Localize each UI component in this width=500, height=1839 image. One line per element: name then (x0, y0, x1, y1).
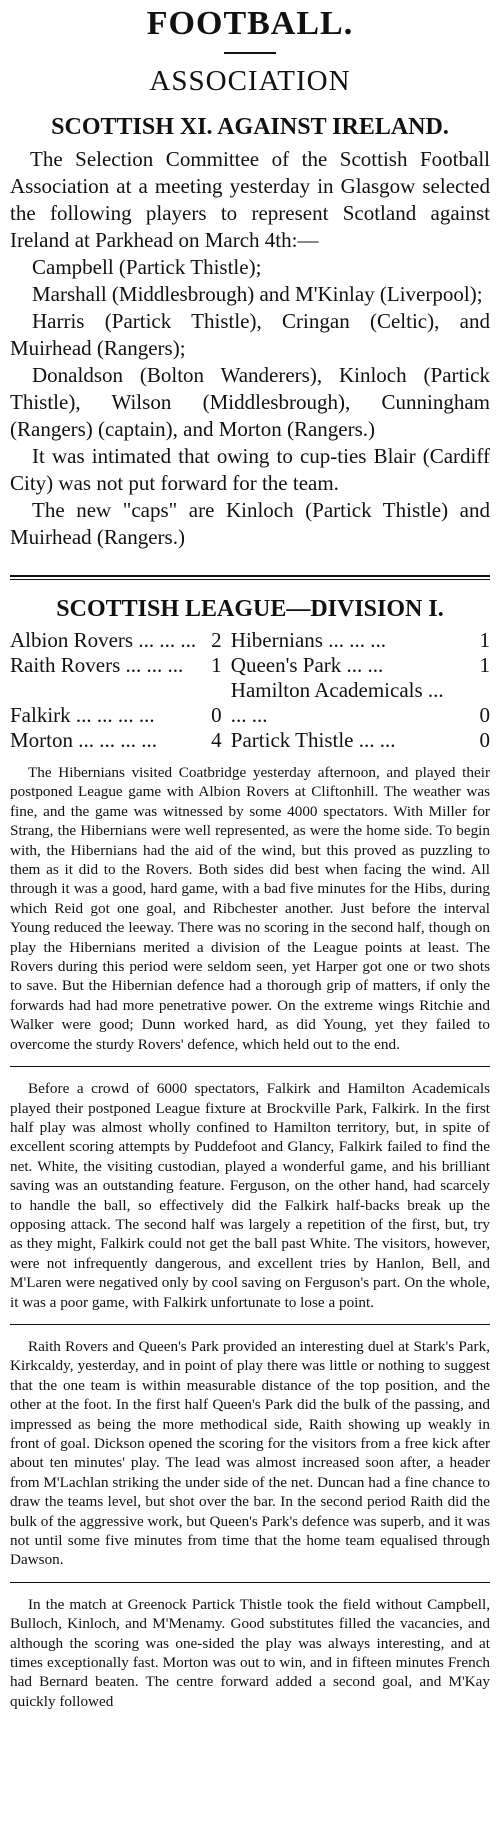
match-report-hibernians (10, 763, 490, 1054)
heading-divider (224, 52, 276, 54)
team-line-backs: Marshall (Middlesbrough) and M'Kinlay (Liverpool); (32, 282, 483, 306)
table-row (10, 728, 490, 753)
article-paragraph: It was intimated that owing to cup-ties Blair (Cardiff City) was not put forward for the team. (10, 444, 490, 495)
report-paragraph: The Hibernians visited Coatbridge yesterday afternoon, and played their postponed League game with Albion Rovers at Cliftonhill. The weather was fine, and the game was witnessed by some 4000 spectators. With Miller for Strang, the Hibernians were well represented, as were the home side. To begin with, the Hibernians had the aid of the wind, but this proved as puzzling to them as it did to the Rovers. Both sides did best when facing the wind. All through it was a good, hard game, with a bad five minutes for the Hibs, during which Reid got one goal, and Ribchester another. Just before the interval Young reduced the leeway. There was no scoring in the second half, though on play the Hibernians merited a division of the League points at least. The Rovers during this period were seldom seen, yet Harper got one or two shots to save. But the Hibernian defence had a thorough grip of matters, if only the forwards had had more penetrative power. On the extreme wings Ritchie and Walker were good; Dunn worked hard, as did Young, yet they failed to overcome the sturdy Rovers' defence, which held out to the end. (10, 764, 490, 1053)
home-team: Falkirk ... ... ... ... (10, 703, 155, 727)
table-row (10, 628, 490, 653)
report-paragraph: In the match at Greenock Partick Thistle took the field without Campbell, Bulloch, Kinloch, and M'Menamy. Good substitutes filled the vacancies, and although the scoring was one-sided the play was always interesting, and at times exceptionally fast. Morton was out to win, and in fifteen minutes French had Bernard beaten. The centre forward added a second goal, and M'Kay quickly followed (10, 1595, 490, 1710)
match-report-raith (10, 1337, 490, 1570)
away-score: 1 (479, 628, 490, 652)
away-team: Hamilton Academicals ... ... ... (230, 678, 444, 727)
away-team: Hibernians ... ... ... (230, 628, 386, 652)
article-title-league: SCOTTISH LEAGUE—DIVISION I. (56, 596, 444, 622)
team-line-half-backs: Harris (Partick Thistle), Cringan (Celtic), and Muirhead (Rangers); (10, 309, 490, 360)
home-score: 0 (211, 703, 222, 727)
report-paragraph: Before a crowd of 6000 spectators, Falkirk and Hamilton Academicals played their postponed League fixture at Brockville Park, Falkirk. In the first half play was almost wholly confined to Hamilton territory, but, in spite of excellent scoring attempts by Puddefoot and Glancy, Falkirk failed to find the net. White, the visiting custodian, played a wonderful game, and his brilliant saving was an outstanding feature. Ferguson, on the other hand, had scarcely to handle the ball, so effectively did the Falkirk half-backs break up the opposing attack. The second half was largely a repetition of the first, but, try as they might, Falkirk could not get the ball past White. The visitors, however, were not infrequently dangerous, and excellent tries by Hanlon, Bell, and M'Laren were negatived only by cool saving on Ferguson's part. On the whole, it was a poor game, with Falkirk unfortunate to lose a point. (10, 1080, 490, 1311)
away-team: Partick Thistle ... ... (230, 728, 396, 752)
match-report-morton (10, 1595, 490, 1711)
report-divider (10, 1582, 490, 1583)
table-row (10, 653, 490, 678)
away-score: 1 (479, 653, 490, 677)
home-team: Raith Rovers ... ... ... (10, 653, 184, 677)
home-team: Albion Rovers ... ... ... (10, 628, 197, 652)
home-score: 4 (211, 728, 222, 752)
article-body-scottish-xi (10, 146, 490, 551)
team-line-goalkeeper: Campbell (Partick Thistle); (32, 255, 262, 279)
report-paragraph: Raith Rovers and Queen's Park provided an interesting duel at Stark's Park, Kirkcaldy, yesterday, and in point of play there was little or nothing to suggest that the one team is within measurable distance of the top position, and the other at the foot. In the first half Queen's Park did the bulk of the passing, and impressed as being the more methodical side, Raith showing up weakly in front of goal. Dickson opened the scoring for the visitors from a free kick after about ten minutes' play. The lead was almost increased soon after, a header from M'Lachlan striking the under side of the net. Duncan had a fine chance to draw the teams level, but shot over the bar. In the second period Raith did the bulk of the aggressive work, but Queen's Park's defence was superb, and it was not until some five minutes from time that the home team equalised through Dawson. (10, 1337, 490, 1569)
table-row (10, 678, 490, 728)
section-divider-thin (10, 579, 490, 580)
match-report-falkirk (10, 1079, 490, 1312)
home-score: 1 (211, 653, 222, 677)
article-paragraph: The Selection Committee of the Scottish Football Association at a meeting yesterday in Glasgow selected the following players to represent Scotland against Ireland at Parkhead on March 4th:— (10, 147, 490, 252)
article-title-scottish-xi: SCOTTISH XI. AGAINST IRELAND. (51, 114, 449, 140)
report-divider (10, 1066, 490, 1067)
team-line-forwards: Donaldson (Bolton Wanderers), Kinloch (Partick Thistle), Wilson (Middlesbrough), Cunningham (Rangers) (captain), and Morton (Rangers.) (10, 363, 490, 441)
report-divider (10, 1324, 490, 1325)
away-team: Queen's Park ... ... (230, 653, 384, 677)
home-score: 2 (211, 628, 222, 652)
home-team: Morton ... ... ... ... (10, 728, 157, 752)
subsection-heading: ASSOCIATION (149, 65, 351, 97)
article-paragraph: The new "caps" are Kinloch (Partick Thistle) and Muirhead (Rangers.) (10, 498, 490, 549)
away-score: 0 (479, 728, 490, 752)
section-heading: FOOTBALL. (146, 5, 354, 42)
section-divider (10, 575, 490, 577)
away-score: 0 (479, 703, 490, 727)
results-table (10, 628, 490, 753)
